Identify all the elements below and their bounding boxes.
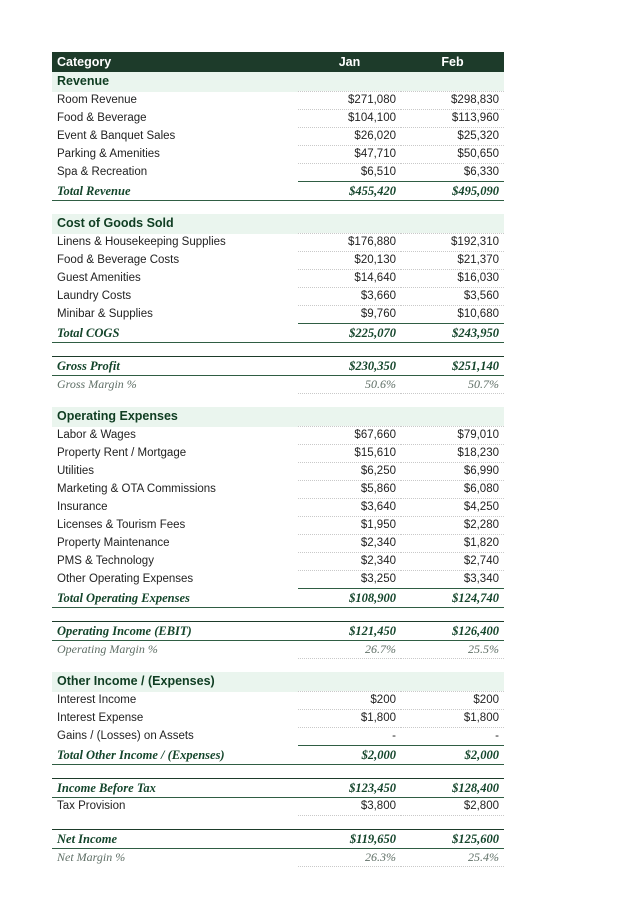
subtotal-row [52, 779, 504, 798]
table-row [52, 234, 504, 252]
column-header-category: Category [52, 52, 298, 72]
cell-feb: 50.7% [401, 376, 504, 394]
subtotal-row [52, 622, 504, 641]
cell-jan: $3,250 [298, 571, 401, 589]
row-label: Spa & Recreation [57, 166, 148, 178]
cell-jan: $15,610 [298, 445, 401, 463]
row-label: Net Income [52, 830, 298, 849]
spacer-cell [52, 201, 504, 215]
row-label: Parking & Amenities [57, 148, 160, 160]
table-row [52, 710, 504, 728]
profit-loss-sheet [52, 52, 504, 867]
total-row [52, 324, 504, 343]
cell-jan: $5,860 [298, 481, 401, 499]
row-label: Labor & Wages [57, 428, 136, 441]
row-label: Event & Banquet Sales [57, 130, 176, 142]
cell-jan: $108,900 [298, 589, 401, 608]
spacer-row [52, 765, 504, 779]
cell-feb: $251,140 [401, 357, 504, 376]
table-row [52, 798, 504, 816]
cell-jan: $225,070 [298, 324, 401, 343]
table-row [52, 146, 504, 164]
spacer-cell [52, 343, 504, 357]
cell-feb: $126,400 [401, 622, 504, 641]
cell-jan: $6,250 [298, 463, 401, 481]
cell-feb: $2,280 [401, 517, 504, 535]
spacer-row [52, 816, 504, 830]
cell-feb: - [401, 728, 504, 746]
row-label: PMS & Technology [57, 555, 154, 567]
row-label: Income Before Tax [52, 779, 298, 798]
table-row [52, 535, 504, 553]
cell-feb [401, 72, 504, 92]
cell-feb: $243,950 [401, 324, 504, 343]
row-label: Tax Provision [57, 800, 126, 812]
cell-feb: $18,230 [401, 445, 504, 463]
spacer-cell [52, 608, 504, 622]
cell-feb: $200 [401, 692, 504, 710]
cell-jan: $1,950 [298, 517, 401, 535]
cell-feb: $113,960 [401, 110, 504, 128]
table-body [52, 72, 504, 867]
row-label: Net Margin % [57, 850, 126, 865]
table-row [52, 517, 504, 535]
table-row [52, 427, 504, 445]
row-label: Cost of Goods Sold [52, 214, 298, 234]
row-label: Gains / (Losses) on Assets [57, 730, 194, 742]
cell-feb: $128,400 [401, 779, 504, 798]
table-row [52, 481, 504, 499]
cell-feb [401, 672, 504, 692]
table-header-row [52, 52, 504, 72]
cell-feb: $6,080 [401, 481, 504, 499]
cell-jan: 50.6% [298, 376, 401, 394]
row-label: Operating Expenses [52, 407, 298, 427]
row-label: Licenses & Tourism Fees [57, 519, 186, 531]
row-label: Room Revenue [57, 93, 137, 106]
spacer-row [52, 394, 504, 408]
row-label: Minibar & Supplies [57, 308, 153, 320]
cell-feb: 25.5% [401, 641, 504, 659]
cell-feb: $10,680 [401, 306, 504, 324]
row-label: Food & Beverage Costs [57, 254, 180, 266]
cell-jan: $67,660 [298, 427, 401, 445]
cell-feb: $3,560 [401, 288, 504, 306]
cell-jan: $121,450 [298, 622, 401, 641]
cell-feb [401, 214, 504, 234]
column-header-feb: Feb [401, 52, 504, 72]
total-row [52, 182, 504, 201]
row-label: Other Operating Expenses [57, 573, 194, 585]
row-label: Insurance [57, 501, 108, 513]
row-label: Utilities [57, 465, 95, 477]
row-label: Other Income / (Expenses) [52, 672, 298, 692]
spacer-row [52, 343, 504, 357]
cell-jan: 26.7% [298, 641, 401, 659]
cell-feb: $1,820 [401, 535, 504, 553]
cell-jan: $3,800 [298, 798, 401, 816]
cell-feb: 25.4% [401, 849, 504, 867]
cell-jan: $2,000 [298, 746, 401, 765]
cell-feb: $298,830 [401, 92, 504, 110]
cell-feb [401, 407, 504, 427]
cell-jan [298, 672, 401, 692]
row-label: Property Rent / Mortgage [57, 447, 187, 459]
cell-jan: $2,340 [298, 553, 401, 571]
cell-jan [298, 214, 401, 234]
table-row [52, 288, 504, 306]
table-row [52, 499, 504, 517]
table-row [52, 728, 504, 746]
spacer-row [52, 201, 504, 215]
cell-jan: $47,710 [298, 146, 401, 164]
cell-jan: $6,510 [298, 164, 401, 182]
table-row [52, 164, 504, 182]
cell-jan: $2,340 [298, 535, 401, 553]
cell-jan: $3,660 [298, 288, 401, 306]
row-label: Marketing & OTA Commissions [57, 483, 216, 495]
spacer-cell [52, 816, 504, 830]
subtotal-row [52, 830, 504, 849]
cell-jan: $1,800 [298, 710, 401, 728]
row-label: Operating Margin % [57, 642, 158, 657]
cell-jan: $271,080 [298, 92, 401, 110]
row-label: Gross Margin % [57, 377, 137, 392]
row-label: Interest Income [57, 693, 137, 706]
cell-feb: $16,030 [401, 270, 504, 288]
table-row [52, 692, 504, 710]
cell-jan: $176,880 [298, 234, 401, 252]
cell-jan [298, 407, 401, 427]
table-row [52, 445, 504, 463]
cell-jan: $230,350 [298, 357, 401, 376]
cell-jan [298, 72, 401, 92]
cell-feb: $6,330 [401, 164, 504, 182]
table-row [52, 92, 504, 110]
cell-feb: $6,990 [401, 463, 504, 481]
cell-feb: $4,250 [401, 499, 504, 517]
row-label: Total Revenue [52, 182, 298, 201]
cell-feb: $495,090 [401, 182, 504, 201]
table-row [52, 553, 504, 571]
table-row [52, 270, 504, 288]
subtotal-row [52, 357, 504, 376]
row-label: Interest Expense [57, 712, 144, 724]
column-header-jan: Jan [298, 52, 401, 72]
table-row [52, 306, 504, 324]
table-row [52, 463, 504, 481]
margin-row [52, 376, 504, 394]
row-label: Total Other Income / (Expenses) [52, 746, 298, 765]
row-label: Operating Income (EBIT) [52, 622, 298, 641]
cell-feb: $192,310 [401, 234, 504, 252]
section-heading-row [52, 72, 504, 92]
cell-feb: $125,600 [401, 830, 504, 849]
table-row [52, 128, 504, 146]
cell-feb: $50,650 [401, 146, 504, 164]
cell-feb: $2,740 [401, 553, 504, 571]
profit-loss-table [52, 52, 504, 867]
spacer-row [52, 608, 504, 622]
section-heading-row [52, 407, 504, 427]
cell-jan: $119,650 [298, 830, 401, 849]
cell-feb: $1,800 [401, 710, 504, 728]
cell-jan: 26.3% [298, 849, 401, 867]
section-heading-row [52, 214, 504, 234]
cell-feb: $25,320 [401, 128, 504, 146]
row-label: Gross Profit [52, 357, 298, 376]
table-row [52, 110, 504, 128]
table-row [52, 252, 504, 270]
cell-feb: $3,340 [401, 571, 504, 589]
margin-row [52, 849, 504, 867]
cell-jan: - [298, 728, 401, 746]
total-row [52, 746, 504, 765]
cell-jan: $9,760 [298, 306, 401, 324]
cell-jan: $26,020 [298, 128, 401, 146]
cell-jan: $20,130 [298, 252, 401, 270]
row-label: Property Maintenance [57, 537, 170, 549]
cell-jan: $14,640 [298, 270, 401, 288]
total-row [52, 589, 504, 608]
cell-feb: $124,740 [401, 589, 504, 608]
cell-jan: $200 [298, 692, 401, 710]
row-label: Total Operating Expenses [52, 589, 298, 608]
row-label: Food & Beverage [57, 112, 147, 124]
cell-feb: $2,800 [401, 798, 504, 816]
spacer-cell [52, 394, 504, 408]
cell-jan: $455,420 [298, 182, 401, 201]
table-row [52, 571, 504, 589]
spacer-cell [52, 765, 504, 779]
row-label: Total COGS [52, 324, 298, 343]
cell-jan: $3,640 [298, 499, 401, 517]
cell-feb: $21,370 [401, 252, 504, 270]
row-label: Laundry Costs [57, 290, 132, 302]
spacer-cell [52, 659, 504, 673]
cell-jan: $104,100 [298, 110, 401, 128]
table-header [52, 52, 504, 72]
row-label: Guest Amenities [57, 272, 141, 284]
cell-feb: $2,000 [401, 746, 504, 765]
spacer-row [52, 659, 504, 673]
margin-row [52, 641, 504, 659]
cell-feb: $79,010 [401, 427, 504, 445]
section-heading-row [52, 672, 504, 692]
row-label: Revenue [52, 72, 298, 92]
cell-jan: $123,450 [298, 779, 401, 798]
row-label: Linens & Housekeeping Supplies [57, 235, 226, 248]
